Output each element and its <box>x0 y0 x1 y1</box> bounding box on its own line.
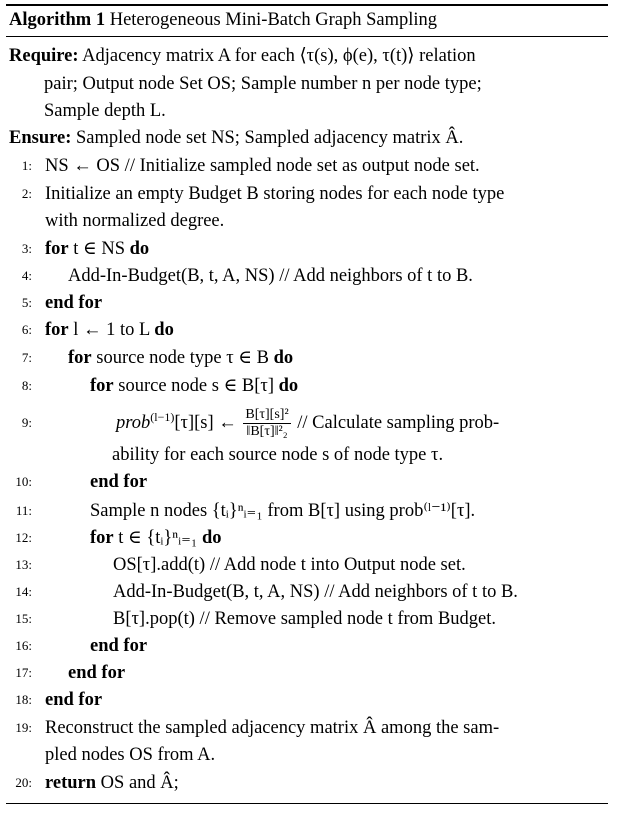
line-number: 1: <box>21 158 32 173</box>
line-number: 11: <box>15 503 32 518</box>
require-text-1: Adjacency matrix A for each ⟨τ(s), ϕ(e), τ(t)⟩ relation <box>82 46 476 66</box>
ensure-keyword: Ensure: <box>9 128 72 148</box>
require-line-3 <box>44 99 166 123</box>
keyword-end-for: end for <box>90 472 148 492</box>
line-number: 3: <box>21 241 32 256</box>
line-number: 2: <box>21 186 32 201</box>
step-text: l ← 1 to L <box>73 320 150 340</box>
require-line-2 <box>44 72 482 96</box>
step-text: B[τ].pop(t) // Remove sampled node t from Budget. <box>113 609 497 629</box>
line-number: 19: <box>15 720 32 735</box>
keyword-end-for: end for <box>45 690 103 710</box>
line-number: 8: <box>21 378 32 393</box>
top-rule <box>6 4 608 6</box>
step-text: Sample n nodes {tᵢ}ⁿᵢ₌₁ from B[τ] using prob⁽ˡ⁻¹⁾[τ]. <box>90 501 476 521</box>
step-text: Reconstruct the sampled adjacency matrix Â among the sam- <box>45 718 500 738</box>
algorithm-step <box>0 405 619 441</box>
line-number: 18: <box>15 692 32 707</box>
step-text: ability for each source node s of node type τ. <box>112 445 444 465</box>
keyword-do: do <box>154 320 174 340</box>
keyword-do: do <box>278 376 299 396</box>
keyword-for: for <box>90 376 114 396</box>
step-text: source node s ∈ B[τ] <box>118 376 274 396</box>
probability-fraction <box>243 408 290 439</box>
step-text: t ∈ NS <box>73 239 125 259</box>
prob-index: [τ][s] ← <box>174 413 237 433</box>
keyword-return: return <box>45 773 97 793</box>
keyword-for: for <box>90 528 114 548</box>
line-number: 13: <box>15 557 32 572</box>
line-number: 17: <box>15 665 32 680</box>
ensure-text: Sampled node set NS; Sampled adjacency matrix Â. <box>76 128 464 148</box>
keyword-end-for: end for <box>45 293 103 313</box>
line-number: 10: <box>15 474 32 489</box>
step-text: t ∈ {tᵢ}ⁿᵢ₌₁ <box>118 528 198 548</box>
prob-symbol: prob <box>116 413 151 433</box>
bottom-rule <box>6 803 608 804</box>
line-number: 7: <box>21 350 32 365</box>
step-text: OS[τ].add(t) // Add node t into Output node set. <box>113 555 466 575</box>
line-number: 16: <box>15 638 32 653</box>
step-text: source node type τ ∈ B <box>96 348 269 368</box>
algorithm-header <box>9 8 437 32</box>
step-text: pled nodes OS from A. <box>45 745 216 765</box>
step-text: Initialize an empty Budget B storing nodes for each node type <box>45 184 505 204</box>
keyword-for: for <box>68 348 92 368</box>
step-text: Add-In-Budget(B, t, A, NS) // Add neighbors of t to B. <box>68 266 473 286</box>
line-number: 9: <box>21 415 32 430</box>
require-text-3: Sample depth L. <box>44 101 166 121</box>
step-text: with normalized degree. <box>45 211 225 231</box>
keyword-do: do <box>273 348 294 368</box>
fraction-numerator: B[τ][s]² <box>245 407 289 423</box>
step-text: OS and Â; <box>100 773 179 793</box>
step-text: // Calculate sampling prob- <box>297 413 500 433</box>
require-text-2: pair; Output node Set OS; Sample number n per node type; <box>44 74 482 94</box>
line-number: 5: <box>21 295 32 310</box>
line-number: 4: <box>21 268 32 283</box>
line-number: 14: <box>15 584 32 599</box>
step-text: NS ← OS // Initialize sampled node set as output node set. <box>45 156 480 176</box>
keyword-for: for <box>45 239 69 259</box>
algorithm-label: Algorithm 1 <box>9 10 106 30</box>
step-text: Add-In-Budget(B, t, A, NS) // Add neighbors of t to B. <box>113 582 518 602</box>
line-number: 20: <box>15 775 32 790</box>
require-keyword: Require: <box>9 46 79 66</box>
line-number: 6: <box>21 322 32 337</box>
fraction-denominator: ‖B[τ]‖²₂ <box>246 424 288 440</box>
require-line-1 <box>9 44 476 68</box>
prob-superscript: (l−1) <box>150 409 175 424</box>
keyword-for: for <box>45 320 69 340</box>
algorithm-title: Heterogeneous Mini-Batch Graph Sampling <box>109 10 437 30</box>
line-number: 12: <box>15 530 32 545</box>
keyword-do: do <box>201 528 222 548</box>
keyword-end-for: end for <box>68 663 126 683</box>
ensure-line <box>9 126 463 150</box>
keyword-end-for: end for <box>90 636 148 656</box>
header-rule <box>6 36 608 37</box>
line-number: 15: <box>15 611 32 626</box>
keyword-do: do <box>129 239 150 259</box>
